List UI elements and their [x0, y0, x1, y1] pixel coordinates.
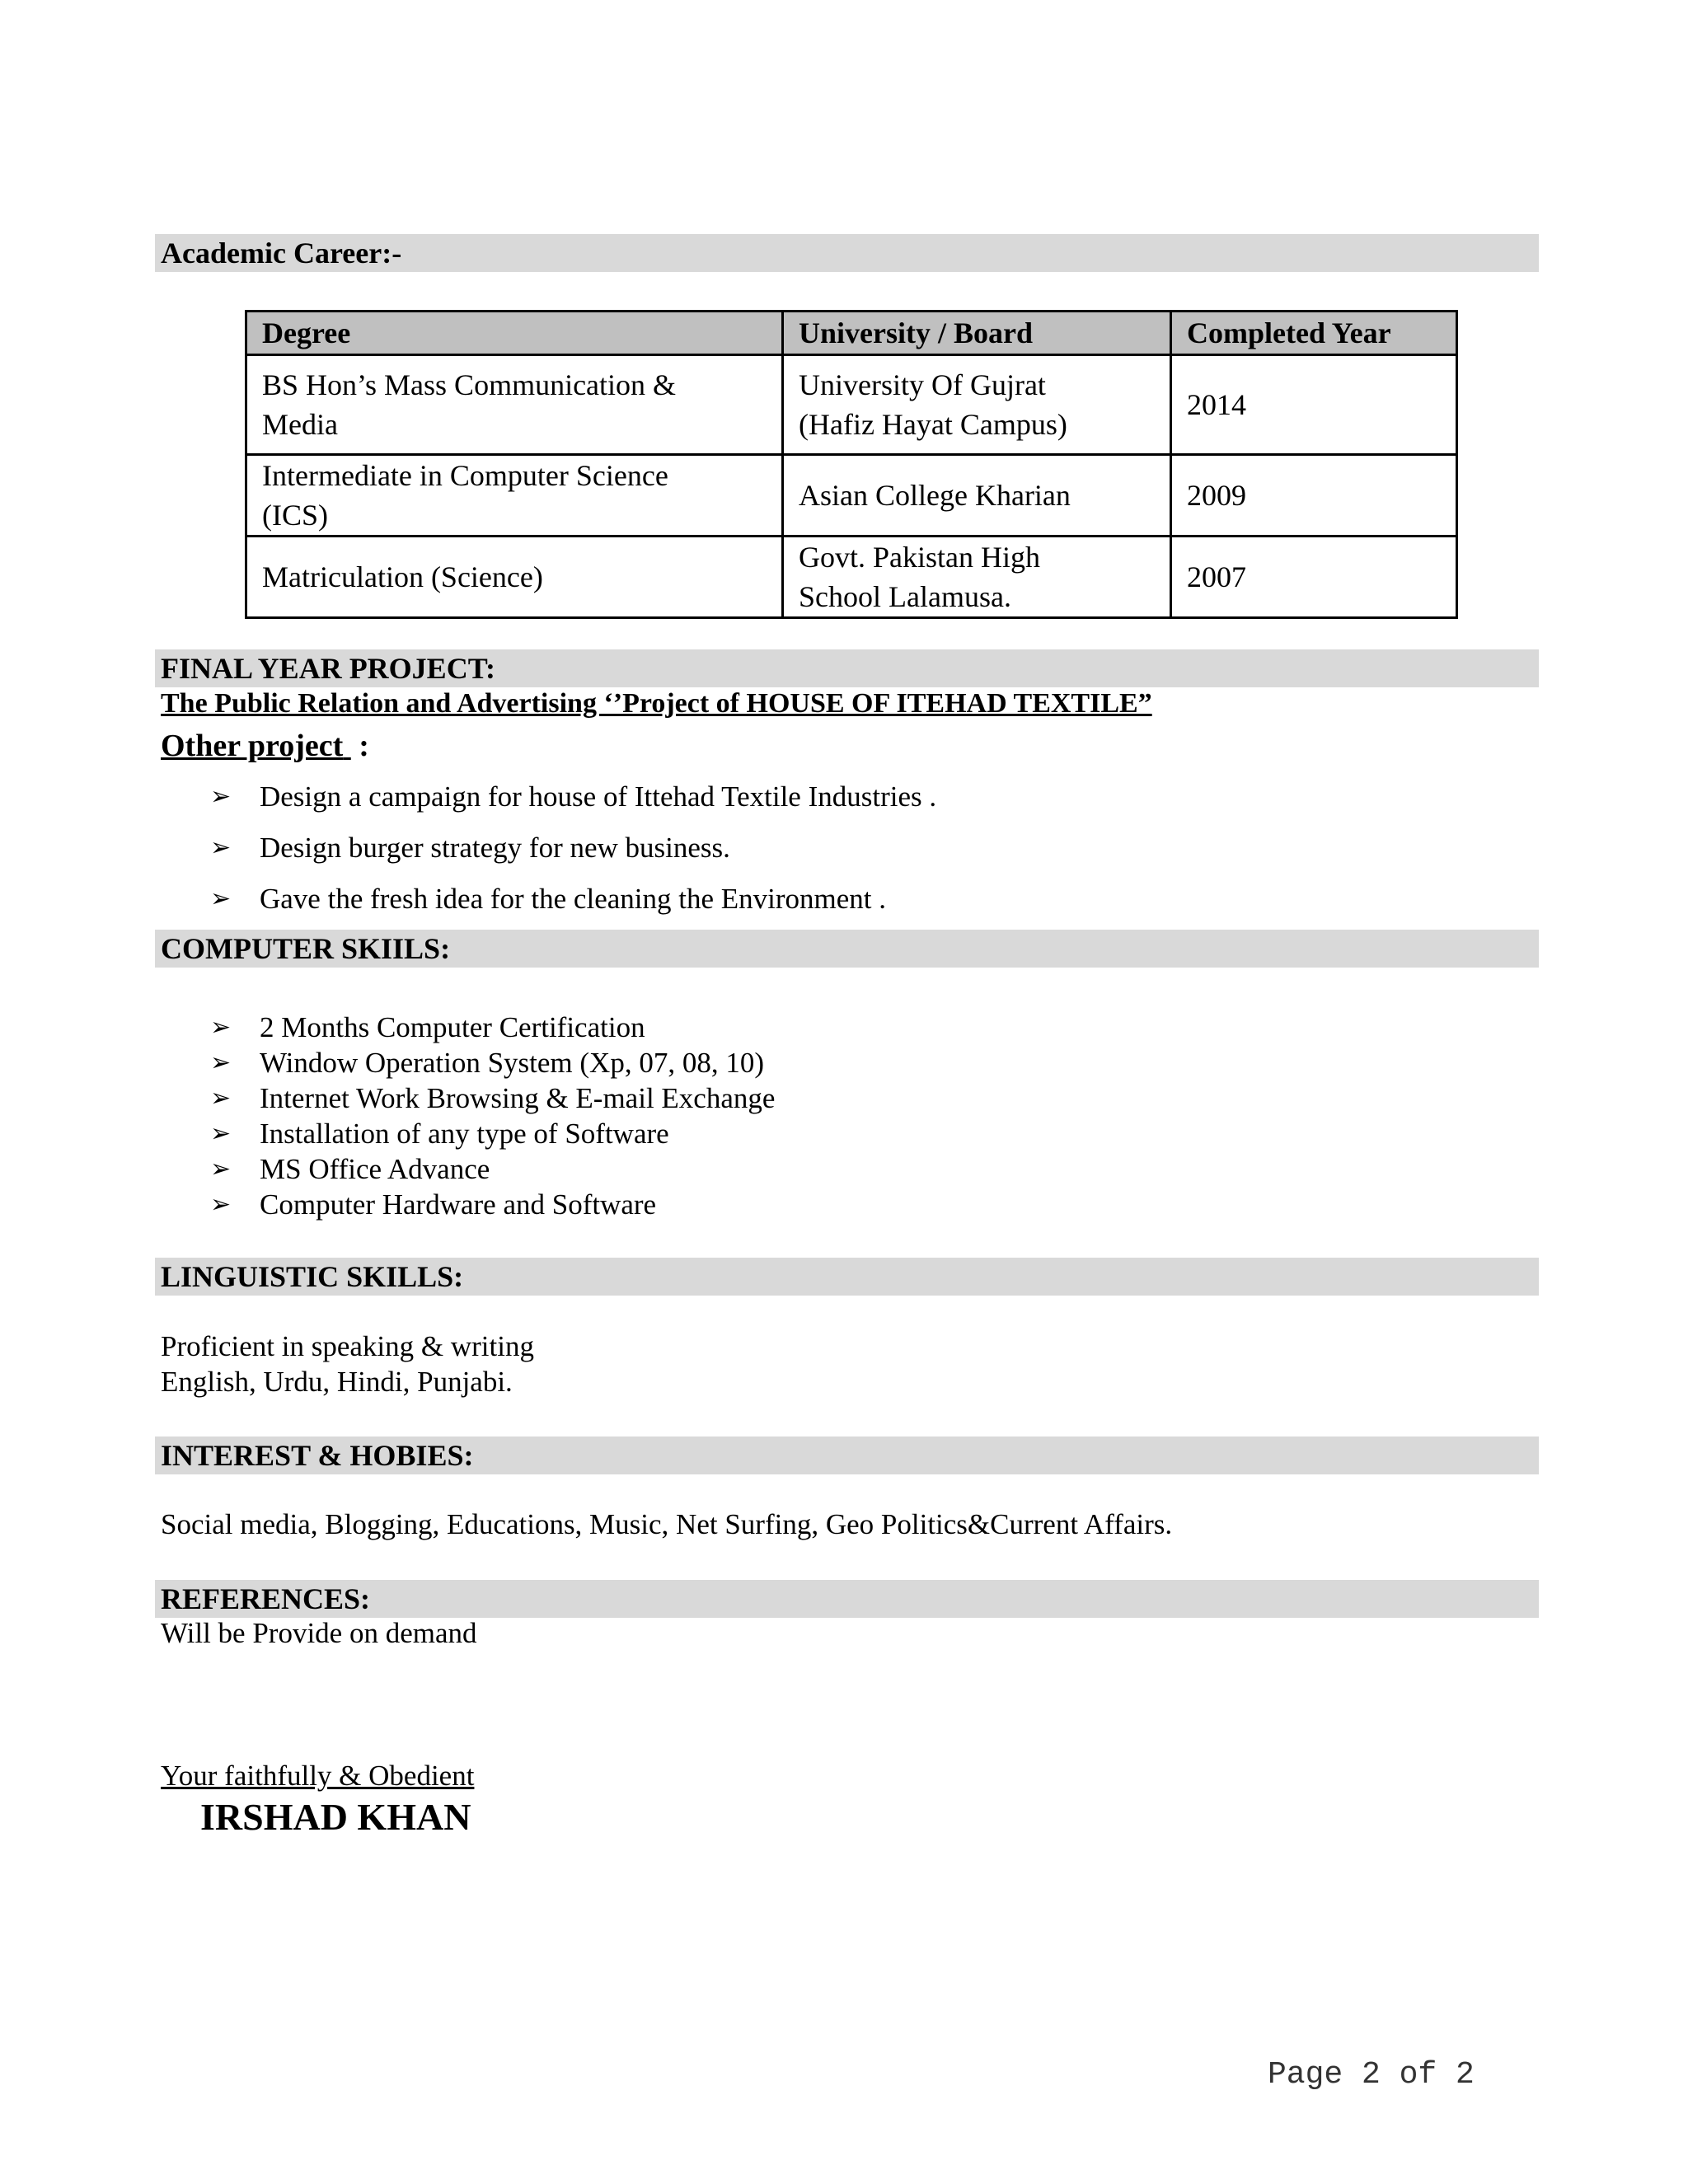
degree-cell: Matriculation (Science): [246, 537, 783, 618]
table-header-row: [246, 312, 1457, 355]
degree-line: Media: [262, 408, 338, 441]
year-cell: 2014: [1171, 355, 1457, 455]
arrow-bullet-icon: ➢: [210, 833, 232, 862]
list-item: ➢ Window Operation System (Xp, 07, 08, 10): [210, 1047, 764, 1079]
degree-cell: [246, 455, 783, 537]
references-text: Will be Provide on demand: [161, 1617, 477, 1649]
arrow-bullet-icon: ➢: [210, 884, 232, 913]
list-item: ➢ 2 Months Computer Certification: [210, 1011, 645, 1043]
degree-line: Intermediate in Computer Science: [262, 459, 668, 492]
col-header-degree: Degree: [246, 312, 783, 355]
list-item: ➢ Design burger strategy for new business.: [210, 823, 936, 874]
table-row: [246, 537, 1457, 618]
university-cell: Asian College Kharian: [783, 455, 1171, 537]
interest-text: Social media, Blogging, Educations, Music, Net Surfing, Geo Politics&Current Affairs.: [161, 1508, 1173, 1540]
university-cell: [783, 355, 1171, 455]
interest-heading: INTEREST & HOBIES:: [155, 1436, 1539, 1474]
degree-line: BS Hon’s Mass Communication &: [262, 368, 677, 401]
linguistic-line: Proficient in speaking & writing: [161, 1330, 534, 1362]
page-number: Page 2 of 2: [1268, 2057, 1475, 2093]
computer-skills-heading: COMPUTER SKIILS:: [155, 930, 1539, 968]
degree-line: (ICS): [262, 499, 328, 532]
col-header-university: University / Board: [783, 312, 1171, 355]
academic-table: [245, 310, 1458, 619]
final-project-heading: FINAL YEAR PROJECT:: [155, 649, 1539, 687]
other-project-label: Other project: [161, 729, 344, 763]
col-header-year: Completed Year: [1171, 312, 1457, 355]
signature-name: IRSHAD KHAN: [200, 1796, 471, 1838]
list-item: ➢ Design a campaign for house of Ittehad Textile Industries .: [210, 771, 936, 823]
table-row: [246, 455, 1457, 537]
university-line: Govt. Pakistan High: [799, 541, 1040, 574]
linguistic-skills-heading: LINGUISTIC SKILLS:: [155, 1258, 1539, 1296]
list-item: ➢ MS Office Advance: [210, 1153, 490, 1185]
arrow-bullet-icon: ➢: [210, 782, 232, 811]
university-line: School Lalamusa.: [799, 580, 1011, 613]
other-project-list: [210, 771, 936, 925]
computer-skills-list: [210, 1010, 775, 1222]
list-item: ➢ Gave the fresh idea for the cleaning the Environment .: [210, 874, 936, 925]
year-cell: 2009: [1171, 455, 1457, 537]
linguistic-line: English, Urdu, Hindi, Punjabi.: [161, 1366, 513, 1398]
final-project-title: The Public Relation and Advertising ‘’Project of HOUSE OF ITEHAD TEXTILE”: [161, 688, 1152, 719]
other-project-heading: [161, 729, 369, 764]
closing-salutation: Your faithfully & Obedient: [161, 1760, 475, 1792]
degree-cell: [246, 355, 783, 455]
arrow-bullet-icon: ➢: [210, 1119, 232, 1148]
university-line: University Of Gujrat: [799, 368, 1046, 401]
arrow-bullet-icon: ➢: [210, 1048, 232, 1077]
table-row: [246, 355, 1457, 455]
arrow-bullet-icon: ➢: [210, 1084, 232, 1113]
other-project-colon: :: [359, 729, 369, 763]
year-cell: 2007: [1171, 537, 1457, 618]
arrow-bullet-icon: ➢: [210, 1013, 232, 1042]
arrow-bullet-icon: ➢: [210, 1155, 232, 1183]
university-cell: [783, 537, 1171, 618]
list-item: ➢ Internet Work Browsing & E-mail Exchange: [210, 1082, 776, 1114]
list-item: ➢ Computer Hardware and Software: [210, 1188, 657, 1221]
university-line: (Hafiz Hayat Campus): [799, 408, 1067, 441]
list-item: ➢ Installation of any type of Software: [210, 1118, 669, 1150]
arrow-bullet-icon: ➢: [210, 1190, 232, 1219]
references-heading: REFERENCES:: [155, 1580, 1539, 1618]
academic-career-heading: Academic Career:-: [155, 234, 1539, 272]
